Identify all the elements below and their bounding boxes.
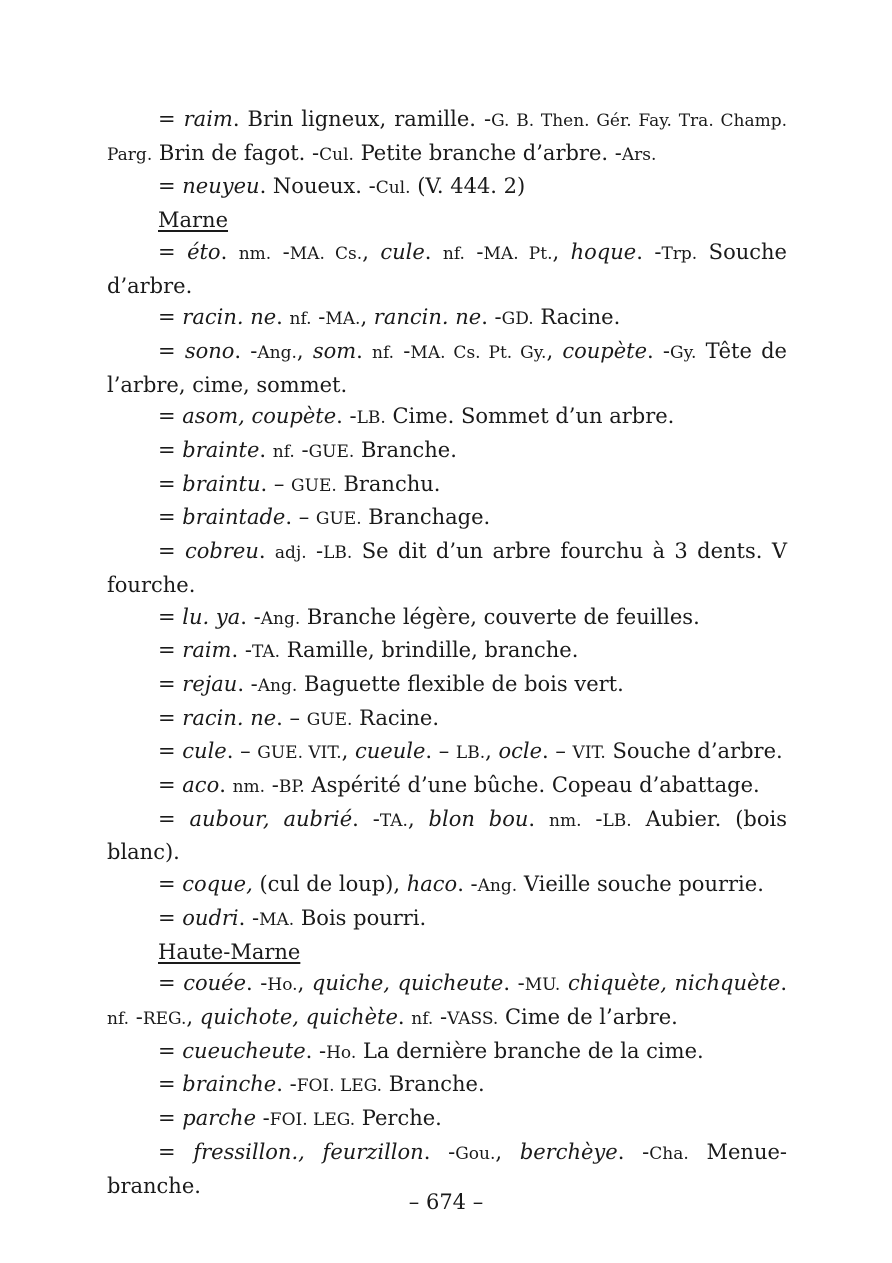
entry-text: - [306, 539, 324, 564]
entry-text: = [158, 305, 183, 330]
entry-text: . - [276, 1072, 297, 1097]
entry-text: = [158, 971, 184, 996]
headword: chiquète, nichquète [567, 971, 781, 996]
entry-text: . - [237, 671, 258, 696]
entry-text: = [158, 1106, 183, 1131]
entry-text: . - [457, 872, 478, 897]
headword: rejau [182, 671, 238, 696]
abbreviation: MU. [524, 975, 561, 996]
dictionary-entry [107, 302, 787, 336]
headword: aco [182, 773, 220, 798]
section-heading [107, 937, 787, 969]
entry-text: La dernière branche de la cime. [356, 1038, 704, 1063]
headword: quiche, quicheute [311, 971, 504, 996]
entry-text: Tête de l’arbre, cime, sommet. [107, 338, 787, 397]
entry-text: , [296, 338, 313, 363]
dictionary-entry [107, 171, 787, 205]
abbreviation: Ho. [326, 1042, 357, 1063]
dictionary-entry [107, 237, 787, 302]
abbreviation: LB. [602, 810, 632, 831]
entry-text: Souche d’arbre. [107, 239, 787, 298]
abbreviation: LB. [323, 543, 353, 564]
dictionary-entry [107, 401, 787, 435]
abbreviation: MA. [325, 309, 361, 330]
dictionary-entry [107, 336, 787, 401]
entry-text: . - [636, 239, 662, 264]
entry-text: . - [234, 338, 258, 363]
headword: coupète [562, 338, 648, 363]
entry-text: - [271, 239, 290, 264]
entry-text: = [158, 705, 183, 730]
entry-text: Branche. [382, 1072, 485, 1097]
abbreviation: Gou. [455, 1143, 496, 1164]
headword: berchèye [519, 1139, 618, 1164]
entry-text: = [158, 438, 183, 463]
entry-text: Perche. [355, 1106, 442, 1131]
entry-text: . - [481, 305, 502, 330]
abbreviation: nf. [107, 1008, 130, 1029]
entry-text: Racine. [533, 305, 621, 330]
entry-text: Marne [158, 208, 229, 233]
abbreviation: nf. [289, 309, 312, 330]
entry-text: Souche d’arbre. [605, 739, 783, 764]
dictionary-entry [107, 469, 787, 503]
entry-text: , [546, 338, 563, 363]
dictionary-entry [107, 1103, 787, 1137]
entry-text: . Brin ligneux, ramille. - [232, 107, 492, 131]
abbreviation: REG. [142, 1008, 187, 1029]
headword: brainche [182, 1072, 277, 1097]
entry-text: (V. 444. 2) [410, 174, 526, 199]
headword: parche [182, 1106, 256, 1131]
entry-text: = [158, 604, 183, 629]
entry-text: Racine. [352, 705, 440, 730]
abbreviation: nm. [232, 777, 266, 798]
entry-text: = [158, 471, 183, 496]
abbreviation: Ho. [267, 975, 298, 996]
headword: raim [182, 638, 232, 663]
dictionary-entry [107, 1069, 787, 1103]
page-number: – 674 – [408, 1190, 484, 1214]
entry-text: Branche légère, couverte de feuilles. [300, 604, 700, 629]
headword: éto [187, 239, 221, 264]
entry-text: - [581, 806, 603, 831]
entry-text: - [464, 239, 484, 264]
entry-text: , [552, 239, 571, 264]
entry-text: , [341, 739, 355, 764]
dictionary-entry [107, 536, 787, 601]
abbreviation: FOI. LEG. [296, 1076, 383, 1097]
entry-text: . Noueux. - [259, 174, 376, 199]
entry-text: , [297, 971, 312, 996]
headword: lu. ya [182, 604, 241, 629]
entry-text: . [220, 239, 239, 264]
entry-text: . [528, 806, 549, 831]
abbreviation: GUE. [315, 509, 362, 530]
entry-text: Se dit d’un arbre fourchu à 3 dents. V fourche. [107, 539, 788, 597]
dictionary-entry [107, 703, 787, 737]
entry-text: = [158, 1139, 194, 1164]
entry-text: = [158, 1072, 183, 1097]
headword: cobreu [185, 539, 259, 564]
headword: braintade [182, 505, 286, 530]
abbreviation: LB. [455, 743, 486, 764]
entry-text: = [158, 404, 183, 429]
entry-text: = [158, 773, 183, 798]
entry-text: . [424, 239, 443, 264]
dictionary-entry [107, 435, 787, 469]
headword: neuyeu [182, 174, 260, 199]
dictionary-entry [107, 1036, 787, 1070]
entry-text: (cul de loup), [252, 872, 407, 897]
abbreviation: LB. [356, 408, 386, 429]
entry-text: - [265, 773, 279, 798]
dictionary-entry [107, 502, 787, 536]
entry-text: Branchu. [336, 471, 441, 496]
abbreviation: Ars. [621, 144, 657, 165]
headword: ocle [498, 739, 543, 764]
entry-text: , [407, 806, 429, 831]
entry-text: = [158, 539, 185, 564]
section-heading [107, 205, 787, 237]
headword: racin. ne [182, 305, 277, 330]
entry-text: = [158, 638, 183, 663]
entry-text: . [780, 971, 787, 996]
headword: som [312, 338, 357, 363]
abbreviation: nm. [549, 810, 582, 831]
abbreviation: adj. [274, 543, 307, 564]
abbreviation: Cul. [319, 144, 354, 165]
abbreviation: Gy. [670, 342, 697, 363]
entry-text: Aspérité d’une bûche. Copeau d’abattage. [304, 773, 760, 798]
abbreviation: GD. [501, 309, 534, 330]
entry-text: . [356, 338, 373, 363]
entry-text: Cime de l’arbre. [498, 1004, 678, 1029]
entry-text: . – [260, 471, 292, 496]
abbreviation: Ang. [257, 675, 298, 696]
entry-text: , [186, 1004, 200, 1029]
entry-text: , [362, 239, 381, 264]
entry-text: = [158, 107, 184, 131]
abbreviation: MA. Cs. Pt. Gy. [410, 342, 547, 363]
entry-text: = [158, 174, 183, 199]
headword: blon bou [428, 806, 529, 831]
entry-text: Branche. [354, 438, 457, 463]
entry-text: Aubier. (bois blanc). [107, 806, 787, 865]
headword: quichote, quichète [199, 1004, 398, 1029]
entry-text [560, 971, 568, 995]
abbreviation: VASS. [447, 1008, 499, 1029]
abbreviation: MA. Pt. [483, 243, 553, 264]
entry-text: . – [276, 705, 307, 730]
entry-text: . - [305, 1038, 327, 1063]
headword: cueucheute [182, 1038, 306, 1063]
dictionary-entry [107, 635, 787, 669]
entry-text: , [485, 739, 499, 764]
entry-text: Bois pourri. [294, 905, 427, 930]
entry-text: . [259, 438, 273, 463]
entry-text: = [158, 239, 188, 264]
entry-text: = [158, 338, 185, 363]
headword: hoque [570, 239, 637, 264]
page-body [107, 104, 787, 1202]
entry-text: = [158, 905, 183, 930]
entry-text: = [158, 671, 183, 696]
abbreviation: GUE. VIT. [257, 743, 342, 764]
entry-text: - [129, 1004, 143, 1029]
abbreviation: nf. [272, 442, 295, 463]
entry-text: . - [231, 638, 252, 663]
abbreviation: GUE. [308, 442, 355, 463]
entry-text: Petite branche d’arbre. - [353, 140, 622, 165]
abbreviation: Cha. [649, 1143, 689, 1164]
dictionary-entry [107, 903, 787, 937]
abbreviation: MA. [259, 909, 295, 930]
entry-text: Menue-branche. [107, 1139, 787, 1198]
entry-text: . – [542, 739, 573, 764]
entry-text: . - [423, 1139, 456, 1164]
entry-text: . – [226, 739, 258, 764]
entry-text: . [258, 539, 275, 564]
abbreviation: GUE. [291, 475, 337, 496]
entry-text: . – [285, 505, 316, 530]
abbreviation: VIT. [572, 743, 606, 764]
entry-text: - [311, 305, 326, 330]
headword: oudri [182, 905, 239, 930]
abbreviation: GUE. [306, 709, 353, 730]
abbreviation: Trp. [661, 243, 698, 264]
abbreviation: MA. Cs. [289, 243, 363, 264]
headword: haco [406, 872, 458, 897]
entry-text: Baguette flexible de bois vert. [297, 671, 624, 696]
headword: braintu [182, 471, 261, 496]
entry-text: - [433, 1004, 448, 1029]
entry-text: Vieille souche pourrie. [517, 872, 764, 897]
abbreviation: BP. [278, 777, 305, 798]
headword: cule [182, 739, 227, 764]
entry-text: . - [352, 806, 380, 831]
entry-text: . - [240, 604, 261, 629]
entry-text: . - [617, 1139, 650, 1164]
headword: sono [184, 338, 235, 363]
dictionary-entry [107, 669, 787, 703]
dictionary-entry [107, 869, 787, 903]
entry-text: . [397, 1004, 412, 1029]
entry-text: - [294, 438, 309, 463]
entry-text: = [158, 505, 183, 530]
abbreviation: TA. [379, 810, 408, 831]
headword: cule [380, 239, 425, 264]
abbreviation: nf. [411, 1008, 434, 1029]
headword: brainte [182, 438, 260, 463]
dictionary-entry [107, 968, 787, 1035]
abbreviation: Ang. [477, 876, 518, 897]
abbreviation: nm. [238, 243, 272, 264]
entry-text: = [158, 872, 183, 897]
headword: cueule [354, 739, 426, 764]
entry-text: = [158, 806, 190, 831]
headword: aubour, aubrié [189, 806, 353, 831]
entry-text: = [158, 1038, 183, 1063]
headword: couée [183, 971, 247, 996]
headword: raim [183, 107, 233, 131]
dictionary-entry [107, 770, 787, 804]
abbreviation: TA. [251, 642, 281, 663]
entry-text: Cime. Sommet d’un arbre. [385, 404, 675, 429]
entry-text: Ramille, brindille, branche. [280, 638, 579, 663]
abbreviation: Cul. [375, 178, 411, 199]
entry-text: . - [246, 971, 268, 996]
headword: coque, [182, 872, 253, 897]
headword: asom, coupète [182, 404, 337, 429]
abbreviation: Ang. [260, 608, 301, 629]
entry-text: , [495, 1139, 520, 1164]
dictionary-entry [107, 736, 787, 770]
entry-text: . [276, 305, 290, 330]
abbreviation: Ang. [257, 342, 297, 363]
entry-text: . - [336, 404, 357, 429]
entry-text: - [256, 1106, 270, 1131]
entry-text: . - [238, 905, 260, 930]
entry-text: . – [425, 739, 456, 764]
dictionary-entry [107, 602, 787, 636]
abbreviation: nf. [372, 342, 395, 363]
entry-text: Branchage. [361, 505, 491, 530]
dictionary-entry [107, 804, 787, 869]
entry-text: Brin de fagot. - [152, 140, 320, 165]
abbreviation: G. B. Then. Gér. Fay. Tra. Champ. Parg. [107, 111, 787, 165]
entry-text: = [158, 739, 183, 764]
headword: fressillon., feurzillon [193, 1139, 424, 1164]
headword: rancin. ne [373, 305, 482, 330]
headword: racin. ne [182, 705, 277, 730]
entry-text: - [394, 338, 411, 363]
entry-text: , [360, 305, 374, 330]
abbreviation: FOI. LEG. [269, 1110, 356, 1131]
dictionary-entry [107, 104, 787, 171]
entry-text: . [219, 773, 233, 798]
entry-text: . - [647, 338, 671, 363]
entry-text: Haute-Marne [158, 939, 301, 964]
abbreviation: nf. [442, 243, 465, 264]
entry-text: . - [503, 971, 525, 996]
